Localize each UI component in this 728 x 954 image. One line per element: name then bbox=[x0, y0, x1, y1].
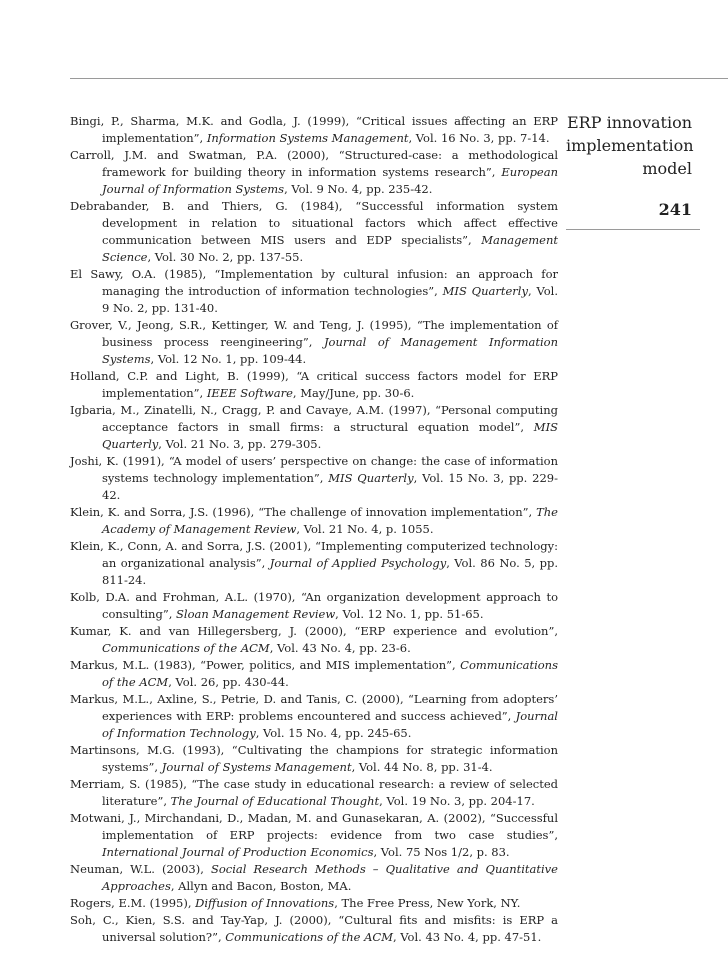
reference-entry bbox=[70, 538, 558, 589]
reference-text: El Sawy, O.A. (1985), “Implementation by cultural infusion: an approach for managing the introduction of information technologies”, bbox=[70, 267, 558, 298]
reference-entry bbox=[70, 113, 558, 147]
reference-entry bbox=[70, 453, 558, 504]
reference-entry bbox=[70, 742, 558, 776]
reference-text: , Vol. 30 No. 2, pp. 137-55. bbox=[147, 250, 304, 264]
reference-text: Holland, C.P. and Light, B. (1999), “A critical success factors model for ERP implementation”, bbox=[70, 369, 558, 400]
reference-text: Martinsons, M.G. (1993), “Cultivating the champions for strategic information systems”, bbox=[70, 743, 558, 774]
reference-entry bbox=[70, 368, 558, 402]
reference-text: , Vol. 15 No. 3, pp. 229-42. bbox=[102, 471, 558, 502]
reference-source: The Academy of Management Review bbox=[102, 505, 558, 536]
reference-text: Motwani, J., Mirchandani, D., Madan, M. and Gunasekaran, A. (2002), “Successful implementation of ERP projects: evidence from two case studies”, bbox=[70, 811, 558, 842]
reference-list bbox=[70, 113, 558, 946]
reference-text: Joshi, K. (1991), “A model of users’ perspective on change: the case of information systems technology implementation”, bbox=[70, 454, 558, 485]
reference-text: , Vol. 75 Nos 1/2, p. 83. bbox=[373, 845, 510, 859]
reference-text: , Vol. 44 No. 8, pp. 31-4. bbox=[351, 760, 493, 774]
reference-source: Communications of the ACM bbox=[102, 658, 558, 689]
running-head-line: ERP innovation bbox=[567, 113, 692, 132]
reference-text: Markus, M.L. (1983), “Power, politics, and MIS implementation”, bbox=[70, 658, 461, 672]
reference-source: Journal of Management Information Systems bbox=[102, 335, 558, 366]
reference-entry bbox=[70, 776, 558, 810]
reference-entry bbox=[70, 623, 558, 657]
reference-source: Social Research Methods – Qualitative and Quantitative Approaches bbox=[102, 862, 558, 893]
reference-text: , Vol. 9 No. 2, pp. 131-40. bbox=[102, 284, 558, 315]
reference-text: Neuman, W.L. (2003), bbox=[70, 862, 211, 876]
reference-text: Klein, K. and Sorra, J.S. (1996), “The challenge of innovation implementation”, bbox=[70, 505, 537, 519]
reference-text: , Vol. 43 No. 4, pp. 47-51. bbox=[393, 930, 542, 944]
reference-entry bbox=[70, 317, 558, 368]
reference-source: Communications of the ACM bbox=[102, 641, 270, 655]
reference-text: Bingi, P., Sharma, M.K. and Godla, J. (1999), “Critical issues affecting an ERP implementation”, bbox=[70, 114, 558, 145]
running-head-line: model bbox=[642, 159, 692, 178]
reference-text: , May/June, pp. 30-6. bbox=[292, 386, 415, 400]
reference-text: Markus, M.L., Axline, S., Petrie, D. and Tanis, C. (2000), “Learning from adopters’ experiences with ERP: problems encountered and success achieved”, bbox=[70, 692, 558, 723]
reference-text: , Allyn and Bacon, Boston, MA. bbox=[170, 879, 352, 893]
reference-text: Debrabander, B. and Thiers, G. (1984), “Successful information system development in relation to situational factors which affect effective communication between MIS users and EDP specialists”, bbox=[70, 199, 558, 247]
reference-entry bbox=[70, 266, 558, 317]
reference-source: The Journal of Educational Thought bbox=[170, 794, 380, 808]
reference-text: Kumar, K. and van Hillegersberg, J. (2000), “ERP experience and evolution”, bbox=[70, 624, 558, 638]
reference-source: Journal of Information Technology bbox=[102, 709, 558, 740]
reference-entry bbox=[70, 810, 558, 861]
reference-entry bbox=[70, 589, 558, 623]
reference-entry bbox=[70, 861, 558, 895]
reference-text: Grover, V., Jeong, S.R., Kettinger, W. and Teng, J. (1995), “The implementation of business process reengineering”, bbox=[70, 318, 558, 349]
reference-text: , Vol. 12 No. 1, pp. 51-65. bbox=[335, 607, 484, 621]
reference-entry bbox=[70, 895, 558, 912]
reference-source: Management Science bbox=[102, 233, 558, 264]
reference-source: MIS Quarterly bbox=[442, 284, 528, 298]
reference-source: Sloan Management Review bbox=[176, 607, 336, 621]
reference-source: Journal of Applied Psychology bbox=[269, 556, 447, 570]
reference-text: , Vol. 26, pp. 430-44. bbox=[168, 675, 289, 689]
header-rule bbox=[70, 78, 728, 79]
page-number: 241 bbox=[658, 200, 692, 219]
reference-entry bbox=[70, 657, 558, 691]
reference-entry bbox=[70, 147, 558, 198]
reference-text: , Vol. 43 No. 4, pp. 23-6. bbox=[269, 641, 411, 655]
reference-source: Diffusion of Innovations bbox=[195, 896, 335, 910]
reference-source: European Journal of Information Systems bbox=[102, 165, 558, 196]
reference-source: MIS Quarterly bbox=[328, 471, 414, 485]
reference-entry bbox=[70, 912, 558, 946]
reference-text: , Vol. 21 No. 3, pp. 279-305. bbox=[158, 437, 322, 451]
running-head-rule bbox=[566, 229, 700, 230]
reference-source: Information Systems Management bbox=[206, 131, 409, 145]
reference-text: , Vol. 12 No. 1, pp. 109-44. bbox=[150, 352, 307, 366]
reference-source: International Journal of Production Economics bbox=[102, 845, 374, 859]
reference-entry bbox=[70, 198, 558, 266]
reference-text: Klein, K., Conn, A. and Sorra, J.S. (2001), “Implementing computerized technology: an organizational analysis”, bbox=[70, 539, 558, 570]
reference-text: , Vol. 15 No. 4, pp. 245-65. bbox=[255, 726, 412, 740]
reference-text: , Vol. 19 No. 3, pp. 204-17. bbox=[379, 794, 535, 808]
running-head bbox=[566, 111, 692, 221]
reference-source: Communications of the ACM bbox=[225, 930, 393, 944]
reference-text: , The Free Press, New York, NY. bbox=[334, 896, 521, 910]
reference-source: Journal of Systems Management bbox=[161, 760, 352, 774]
reference-entry bbox=[70, 691, 558, 742]
reference-text: Rogers, E.M. (1995), bbox=[70, 896, 196, 910]
reference-text: , Vol. 86 No. 5, pp. 811-24. bbox=[102, 556, 558, 587]
reference-text: Kolb, D.A. and Frohman, A.L. (1970), “An organization development approach to consulting”, bbox=[70, 590, 558, 621]
reference-entry bbox=[70, 504, 558, 538]
reference-text: Merriam, S. (1985), “The case study in educational research: a review of selected literature”, bbox=[70, 777, 558, 808]
reference-source: MIS Quarterly bbox=[102, 420, 558, 451]
reference-text: , Vol. 9 No. 4, pp. 235-42. bbox=[284, 182, 433, 196]
reference-text: Igbaria, M., Zinatelli, N., Cragg, P. and Cavaye, A.M. (1997), “Personal computing acceptance factors in small firms: a structural equation model”, bbox=[70, 403, 558, 434]
reference-source: IEEE Software bbox=[206, 386, 293, 400]
running-head-line: implementation bbox=[566, 136, 694, 155]
reference-entry bbox=[70, 402, 558, 453]
reference-text: , Vol. 21 No. 4, p. 1055. bbox=[296, 522, 434, 536]
reference-text: Soh, C., Kien, S.S. and Tay-Yap, J. (2000), “Cultural fits and misfits: is ERP a universal solution?”, bbox=[70, 913, 558, 944]
reference-text: , Vol. 16 No. 3, pp. 7-14. bbox=[408, 131, 550, 145]
reference-text: Carroll, J.M. and Swatman, P.A. (2000), “Structured-case: a methodological framework for building theory in information systems research”, bbox=[70, 148, 558, 179]
